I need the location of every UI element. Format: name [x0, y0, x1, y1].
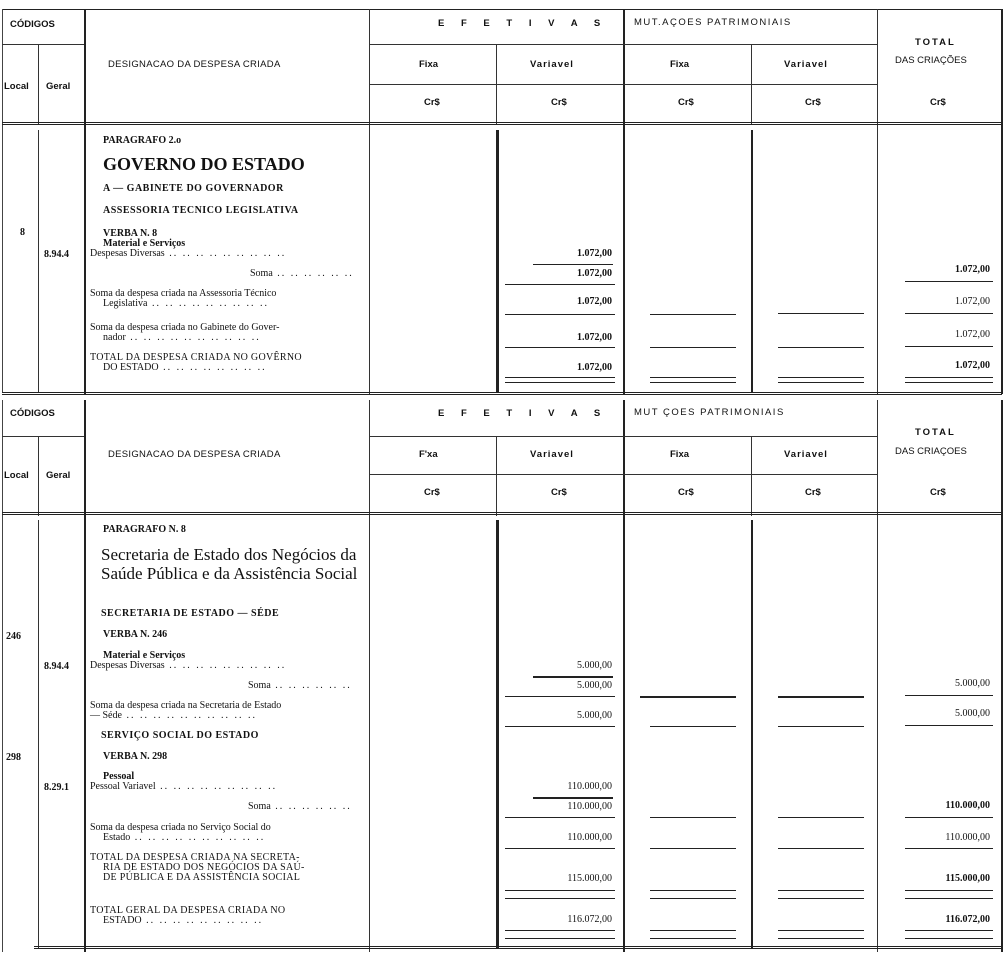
header-variavel-efetivas: Variavel	[530, 449, 574, 460]
local-code-298: 298	[6, 752, 21, 763]
soma-gabinete-line2: nador .. .. .. .. .. .. .. .. .. ..	[103, 332, 261, 343]
variavel-despesas-diversas: 5.000,00	[577, 660, 612, 671]
variavel-total-geral: 116.072,00	[567, 914, 612, 925]
header-efetivas: E F E T I V A S	[438, 408, 608, 419]
header-currency-1: Cr$	[424, 97, 440, 108]
header-fixa-mutacoes: Fixa	[670, 449, 690, 460]
total-secretaria-line2: RIA DE ESTADO DOS NEGÓCIOS DA SAÚ-	[103, 862, 305, 873]
pessoal-label: Pessoal	[103, 771, 135, 782]
gabinete-heading: A — GABINETE DO GOVERNADOR	[103, 183, 284, 194]
variavel-soma-2: 110.000,00	[567, 801, 612, 812]
header-local: Local	[4, 81, 29, 92]
geral-code-8944: 8.94.4	[44, 661, 69, 672]
soma-gabinete-line1: Soma da despesa criada no Gabinete do Gover-	[90, 322, 280, 333]
variavel-soma-secretaria: 5.000,00	[577, 710, 612, 721]
soma-label: Soma .. .. .. .. .. ..	[250, 268, 354, 279]
variavel-soma-assessoria: 1.072,00	[577, 296, 612, 307]
header-fixa-efetivas: Fixa	[419, 59, 439, 70]
governo-title: GOVERNO DO ESTADO	[103, 154, 305, 174]
header-designacao: DESIGNACAO DA DESPESA CRIADA	[108, 59, 281, 70]
soma-label-1: Soma .. .. .. .. .. ..	[248, 680, 352, 691]
local-code-246: 246	[6, 631, 21, 642]
variavel-soma-gabinete: 1.072,00	[577, 332, 612, 343]
header-mutacoes: MUT.AÇOES PATRIMONIAIS	[634, 17, 792, 28]
soma-secretaria-line2: — Séde .. .. .. .. .. .. .. .. .. ..	[90, 710, 257, 721]
header-currency-1: Cr$	[424, 487, 440, 498]
verba-label: VERBA N. 8	[103, 228, 158, 239]
header-das-criacoes: DAS CRIAÇÕES	[895, 55, 967, 66]
header-codigos: CÓDIGOS	[10, 408, 55, 419]
header-currency-2: Cr$	[551, 97, 567, 108]
header-variavel-mutacoes: Variavel	[784, 59, 828, 70]
total-geral-line1: TOTAL GERAL DA DESPESA CRIADA NO	[90, 905, 286, 916]
paragrafo-title: PARAGRAFO N. 8	[103, 524, 186, 535]
header-currency-4: Cr$	[805, 97, 821, 108]
header-currency-3: Cr$	[678, 487, 694, 498]
header-variavel-mutacoes: Variavel	[784, 449, 828, 460]
total-soma-assessoria: 1.072,00	[955, 296, 990, 307]
paragrafo-title: PARAGRAFO 2.o	[103, 135, 182, 146]
soma-assessoria-line2: Legislativa .. .. .. .. .. .. .. .. ..	[103, 298, 269, 309]
total-geral: 116.072,00	[945, 914, 990, 925]
total-soma-gabinete: 1.072,00	[955, 329, 990, 340]
header-currency-4: Cr$	[805, 487, 821, 498]
header-currency-3: Cr$	[678, 97, 694, 108]
soma-servico-line1: Soma da despesa criada no Serviço Social do	[90, 822, 271, 833]
variavel-soma: 1.072,00	[577, 268, 612, 279]
soma-secretaria-line1: Soma da despesa criada na Secretaria de Estado	[90, 700, 282, 711]
total-governo-line1: TOTAL DA DESPESA CRIADA NO GOVÊRNO	[90, 352, 302, 363]
soma-servico-line2: Estado .. .. .. .. .. .. .. .. .. ..	[103, 832, 266, 843]
variavel-soma-servico: 110.000,00	[567, 832, 612, 843]
variavel-total-secretaria: 115.000,00	[567, 873, 612, 884]
total-soma: 1.072,00	[955, 264, 990, 275]
total-secretaria: 115.000,00	[945, 873, 990, 884]
verba-246-label: VERBA N. 246	[103, 629, 168, 640]
header-currency-5: Cr$	[930, 487, 946, 498]
assessoria-heading: ASSESSORIA TECNICO LEGISLATIVA	[103, 205, 299, 216]
total-soma-servico: 110.000,00	[945, 832, 990, 843]
variavel-total-governo: 1.072,00	[577, 362, 612, 373]
total-secretaria-line3: DE PÚBLICA E DA ASSISTÊNCIA SOCIAL	[103, 872, 301, 883]
header-codigos: CÓDIGOS	[10, 19, 55, 30]
pessoal-variavel-label: Pessoal Variavel .. .. .. .. .. .. .. .. ..	[90, 781, 278, 792]
header-total: TOTAL	[915, 427, 956, 438]
header-fixa-mutacoes: Fixa	[670, 59, 690, 70]
total-soma-2: 110.000,00	[945, 800, 990, 811]
total-governo: 1.072,00	[955, 360, 990, 371]
header-mutacoes: MUT ÇOES PATRIMONIAIS	[634, 407, 785, 418]
secretaria-title: Secretaria de Estado dos Negócios da Saúde Pública e da Assistência Social	[101, 545, 358, 583]
material-label: Material e Serviços	[103, 650, 186, 661]
total-governo-line2: DO ESTADO .. .. .. .. .. .. .. ..	[103, 362, 267, 373]
verba-298-label: VERBA N. 298	[103, 751, 168, 762]
soma-assessoria-line1: Soma da despesa criada na Assessoria Técnico	[90, 288, 277, 299]
despesas-diversas-label: Despesas Diversas .. .. .. .. .. .. .. .. ..	[90, 660, 287, 671]
header-currency-2: Cr$	[551, 487, 567, 498]
geral-code-8291: 8.29.1	[44, 782, 69, 793]
total-secretaria-line1: TOTAL DA DESPESA CRIADA NA SECRETA-	[90, 852, 300, 863]
soma-label-2: Soma .. .. .. .. .. ..	[248, 801, 352, 812]
header-geral: Geral	[46, 470, 71, 481]
header-local: Local	[4, 470, 29, 481]
variavel-despesas-diversas: 1.072,00	[577, 248, 612, 259]
servico-social-heading: SERVIÇO SOCIAL DO ESTADO	[101, 730, 259, 741]
sede-heading: SECRETARIA DE ESTADO — SÉDE	[101, 608, 280, 619]
total-geral-line2: ESTADO .. .. .. .. .. .. .. .. ..	[103, 915, 264, 926]
variavel-pessoal: 110.000,00	[567, 781, 612, 792]
material-label: Material e Serviços	[103, 238, 186, 249]
header-currency-5: Cr$	[930, 97, 946, 108]
geral-code: 8.94.4	[44, 249, 69, 260]
header-designacao: DESIGNACAO DA DESPESA CRIADA	[108, 449, 281, 460]
despesas-diversas-label: Despesas Diversas .. .. .. .. .. .. .. .. ..	[90, 248, 287, 259]
header-fixa-efetivas: F'xa	[419, 449, 438, 460]
total-soma-1: 5.000,00	[955, 678, 990, 689]
local-code: 8	[20, 227, 25, 238]
header-variavel-efetivas: Variavel	[530, 59, 574, 70]
header-geral: Geral	[46, 81, 71, 92]
total-soma-secretaria: 5.000,00	[955, 708, 990, 719]
header-das-criacoes: DAS CRIAÇOES	[895, 446, 967, 457]
variavel-soma-1: 5.000,00	[577, 680, 612, 691]
header-total: TOTAL	[915, 37, 956, 48]
header-efetivas: E F E T I V A S	[438, 18, 608, 29]
